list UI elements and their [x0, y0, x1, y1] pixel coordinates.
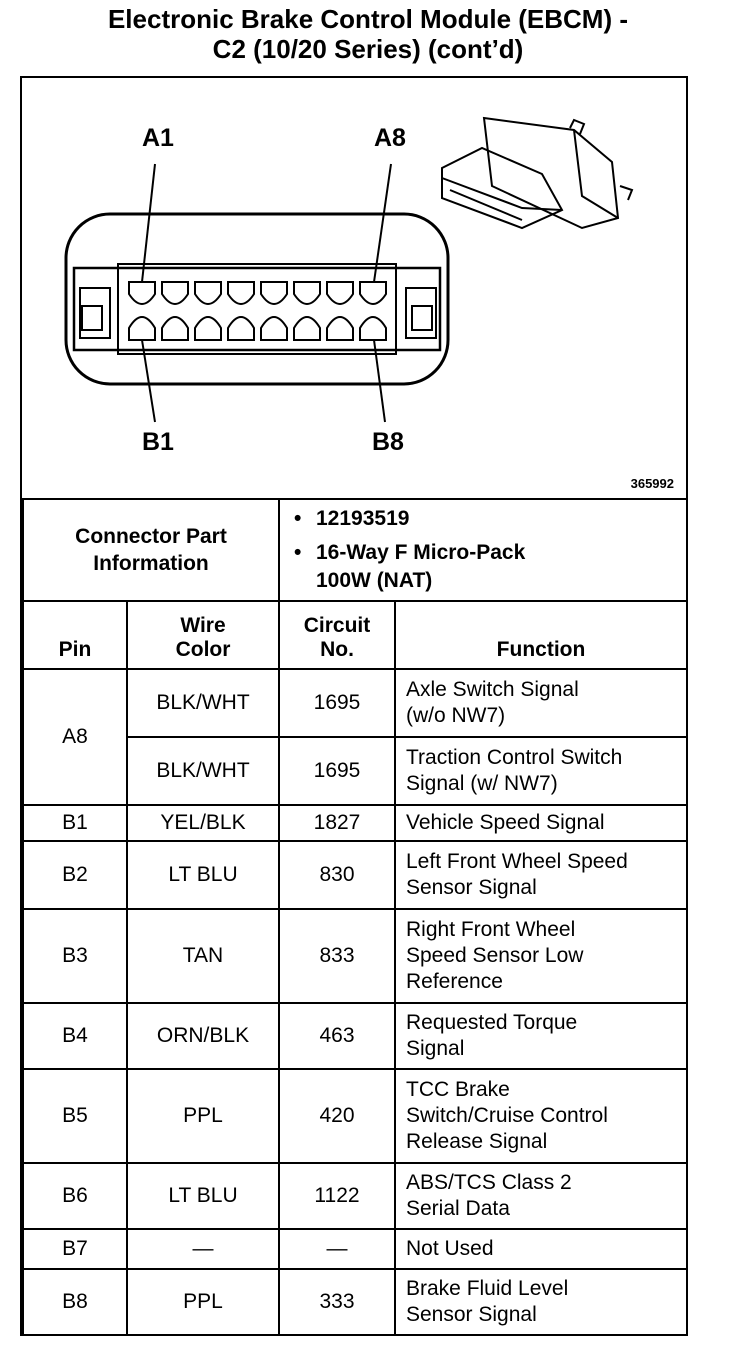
- header-wire-line-1: Wire: [180, 614, 226, 637]
- function-cell: [395, 1269, 687, 1335]
- wire-color-cell: ORN/BLK: [127, 1003, 279, 1069]
- circuit-cell: 1695: [279, 669, 395, 737]
- function-line: ABS/TCS Class 2: [406, 1171, 572, 1194]
- pin-cell: B5: [23, 1069, 127, 1163]
- pin-cell: B1: [23, 805, 127, 841]
- connector-desc-line-2: 100W (NAT): [316, 569, 433, 592]
- function-cell: [395, 805, 687, 841]
- wire-color-cell: YEL/BLK: [127, 805, 279, 841]
- function-cell: [395, 1229, 687, 1269]
- header-pin: [23, 601, 127, 669]
- circuit-cell: —: [279, 1229, 395, 1269]
- function-cell: [395, 1069, 687, 1163]
- function-line: Left Front Wheel Speed: [406, 850, 628, 873]
- function-line: Traction Control Switch: [406, 746, 623, 769]
- table-row: [23, 1229, 687, 1269]
- function-line: Reference: [406, 970, 503, 993]
- circuit-cell: 1122: [279, 1163, 395, 1229]
- circuit-cell: 830: [279, 841, 395, 909]
- table-row: [23, 841, 687, 909]
- circuit-cell: 463: [279, 1003, 395, 1069]
- pin-cavity: [327, 317, 353, 340]
- pin-label-b1: B1: [142, 428, 174, 456]
- pin-cavity: [327, 282, 353, 304]
- pin-cell: B8: [23, 1269, 127, 1335]
- header-circuit: [279, 601, 395, 669]
- pin-cavity: [360, 317, 386, 340]
- table-row: [23, 1163, 687, 1229]
- table-row: [23, 909, 687, 1003]
- header-function-text: Function: [496, 638, 586, 661]
- function-line: Sensor Signal: [406, 876, 537, 899]
- connector-info-row: [23, 499, 687, 601]
- header-wire-line-2: Color: [175, 638, 231, 661]
- function-cell: [395, 737, 687, 805]
- pin-cell: B6: [23, 1163, 127, 1229]
- page-title: [0, 4, 736, 64]
- circuit-cell: 333: [279, 1269, 395, 1335]
- function-line: Brake Fluid Level: [406, 1277, 569, 1300]
- function-line: Right Front Wheel: [406, 918, 576, 941]
- function-line: Requested Torque: [406, 1011, 578, 1034]
- pin-cavity: [129, 317, 155, 340]
- function-cell: [395, 841, 687, 909]
- connector-face-drawing: [22, 78, 686, 498]
- header-circuit-line-2: No.: [320, 638, 354, 661]
- wire-color-cell: TAN: [127, 909, 279, 1003]
- table-row: [23, 1269, 687, 1335]
- wire-color-cell: PPL: [127, 1269, 279, 1335]
- table-row: [23, 1069, 687, 1163]
- connector-part-number: 12193519: [316, 507, 410, 530]
- function-cell: [395, 669, 687, 737]
- function-line: (w/o NW7): [406, 704, 506, 727]
- pin-cavity: [294, 317, 320, 340]
- pin-label-b8: B8: [372, 428, 404, 456]
- connector-desc-line-1: 16-Way F Micro-Pack: [316, 541, 526, 564]
- pin-cell: B4: [23, 1003, 127, 1069]
- pin-cavity: [228, 317, 254, 340]
- pin-cavity: [129, 282, 155, 304]
- table-row: [23, 1003, 687, 1069]
- circuit-cell: 833: [279, 909, 395, 1003]
- function-line: Sensor Signal: [406, 1303, 537, 1326]
- pin-cavity: [195, 282, 221, 304]
- function-line: Switch/Cruise Control: [406, 1104, 608, 1127]
- connector-info-label-line-1: Connector Part: [75, 525, 227, 548]
- function-line: Vehicle Speed Signal: [406, 811, 605, 834]
- pin-cavity: [360, 282, 386, 304]
- wire-color-cell: LT BLU: [127, 841, 279, 909]
- pin-cavity: [294, 282, 320, 304]
- function-line: Signal: [406, 1037, 465, 1060]
- pin-cell: A8: [23, 669, 127, 805]
- pin-cavity: [261, 317, 287, 340]
- bullet-2: •: [294, 541, 302, 564]
- header-circuit-line-1: Circuit: [303, 614, 371, 637]
- function-line: Speed Sensor Low: [406, 944, 584, 967]
- table-row: [23, 805, 687, 841]
- function-line: Serial Data: [406, 1197, 510, 1220]
- wire-color-cell: LT BLU: [127, 1163, 279, 1229]
- pin-cavity: [228, 282, 254, 304]
- table-row: [23, 669, 687, 737]
- wire-color-cell: BLK/WHT: [127, 669, 279, 737]
- connector-info-label-line-2: Information: [93, 552, 209, 575]
- header-wire-color: [127, 601, 279, 669]
- pin-cell: B7: [23, 1229, 127, 1269]
- wire-color-cell: PPL: [127, 1069, 279, 1163]
- bullet-1: •: [294, 507, 302, 530]
- header-pin-text: Pin: [58, 638, 92, 661]
- table-header-row: [23, 601, 687, 669]
- connector-3d-sketch: [442, 118, 632, 228]
- connector-info-details: [279, 499, 687, 601]
- wire-color-cell: —: [127, 1229, 279, 1269]
- pinout-table: [22, 498, 688, 1336]
- wire-color-cell: BLK/WHT: [127, 737, 279, 805]
- function-cell: [395, 909, 687, 1003]
- connector-info-label: [23, 499, 279, 601]
- function-cell: [395, 1163, 687, 1229]
- pin-cell: B2: [23, 841, 127, 909]
- pin-cavity: [162, 317, 188, 340]
- pin-cell: B3: [23, 909, 127, 1003]
- header-function: [395, 601, 687, 669]
- title-line-1: Electronic Brake Control Module (EBCM) -: [107, 4, 629, 34]
- function-line: Signal (w/ NW7): [406, 772, 558, 795]
- circuit-cell: 420: [279, 1069, 395, 1163]
- connector-sheet: [20, 76, 688, 1336]
- pin-label-a1: A1: [142, 124, 174, 152]
- circuit-cell: 1695: [279, 737, 395, 805]
- pin-cavities: [129, 282, 386, 340]
- function-line: Release Signal: [406, 1130, 548, 1153]
- function-cell: [395, 1003, 687, 1069]
- circuit-cell: 1827: [279, 805, 395, 841]
- title-line-2: C2 (10/20 Series) (cont’d): [212, 34, 524, 64]
- pin-cavity: [261, 282, 287, 304]
- pin-cavity: [195, 317, 221, 340]
- pin-cavity: [162, 282, 188, 304]
- pin-label-a8: A8: [374, 124, 406, 152]
- figure-id: 365992: [630, 476, 674, 491]
- function-line: Not Used: [406, 1237, 494, 1260]
- function-line: TCC Brake: [406, 1078, 510, 1101]
- function-line: Axle Switch Signal: [406, 678, 579, 701]
- connector-figure: [22, 78, 686, 498]
